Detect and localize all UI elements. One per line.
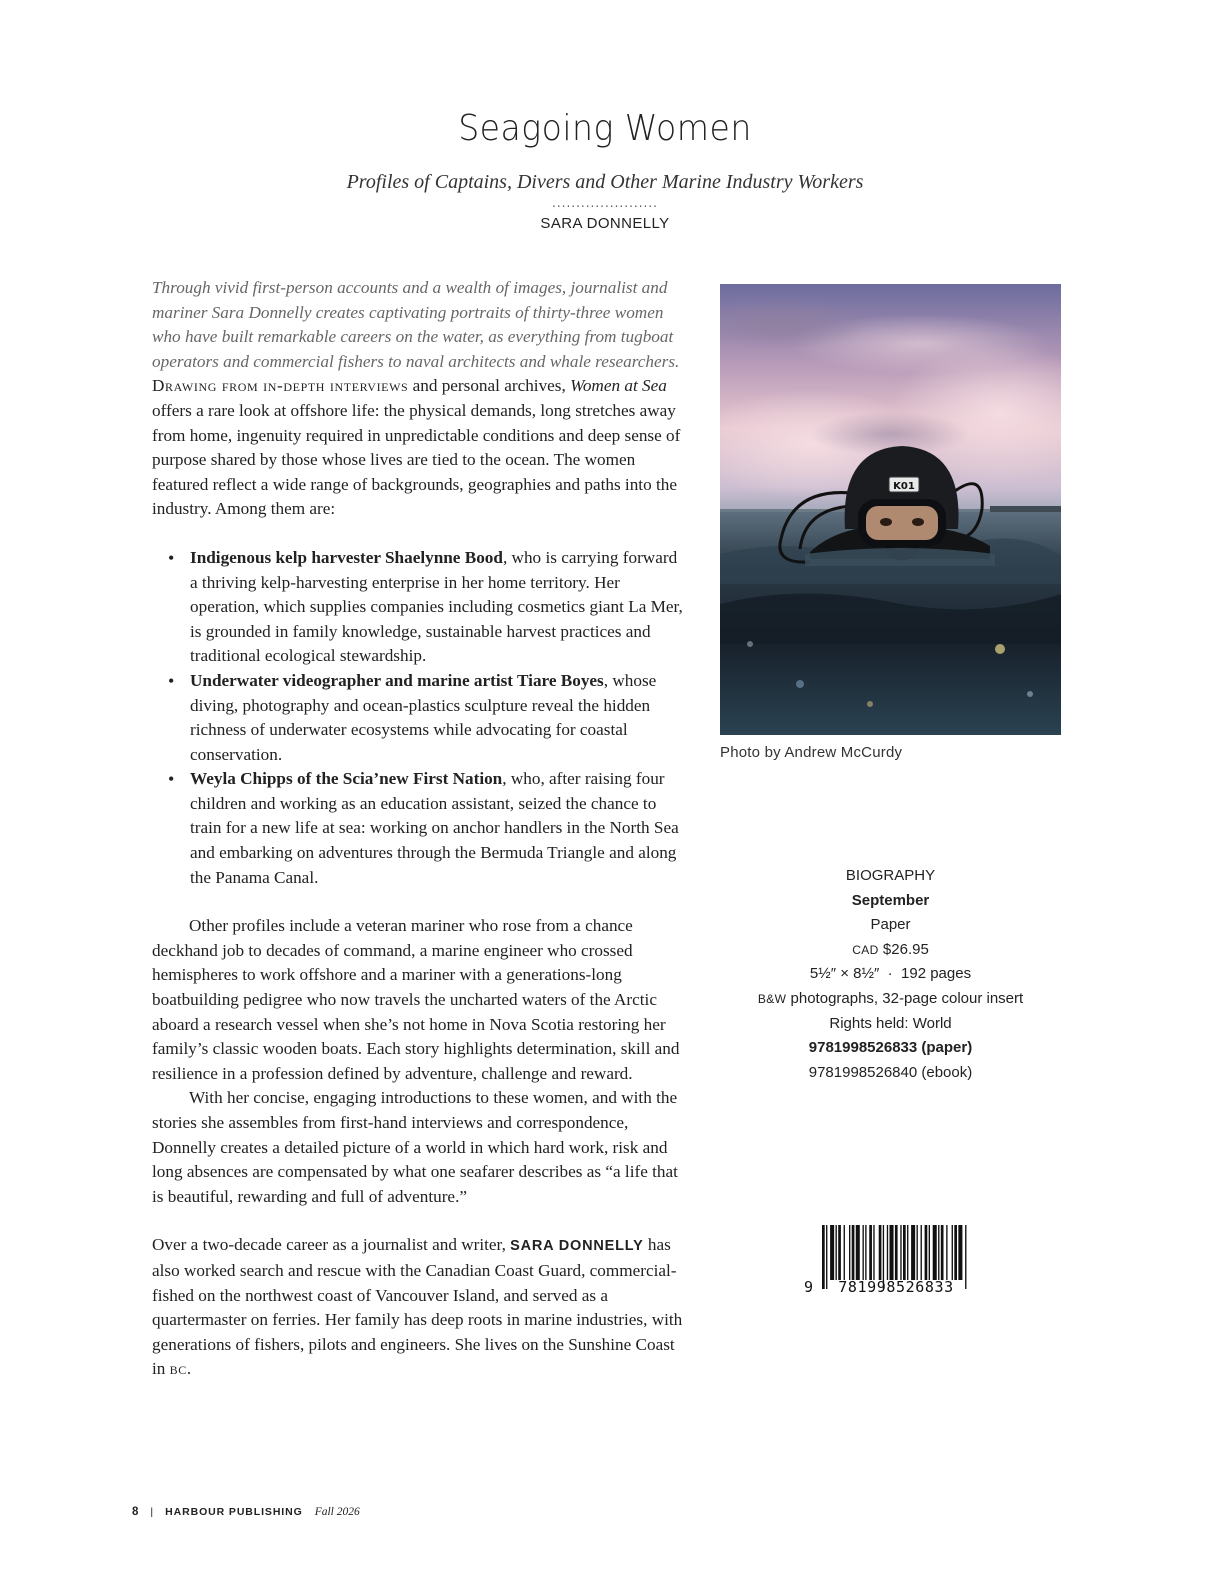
- barcode-bar: [838, 1225, 841, 1280]
- barcode-bar: [954, 1225, 957, 1280]
- barcode-bar: [830, 1225, 834, 1280]
- barcode-bar: [900, 1225, 901, 1280]
- spec-dimensions: 5½″ × 8½″ · 192 pages: [809, 965, 972, 983]
- barcode-first-digit: 9: [804, 1278, 814, 1296]
- barcode-bar: [887, 1225, 888, 1280]
- publisher-name: HARBOUR PUBLISHING: [165, 1506, 303, 1518]
- barcode-bar: [925, 1225, 928, 1280]
- barcode-bar: [863, 1225, 864, 1280]
- lead-in: Drawing from in-depth interviews: [152, 376, 409, 396]
- barcode-bar: [844, 1225, 845, 1280]
- book-title-ref: Women at Sea: [570, 376, 667, 396]
- list-item: • Underwater videographer and marine artist Tiare Boyes, whose diving, photography and ocean-plastics sculpture reveal the hidden richness of underwater ecosystems while advocating for coastal conservation.: [190, 669, 684, 767]
- spec-isbn-paper: 9781998526833 (paper): [808, 1039, 973, 1057]
- spec-rights: Rights held: World: [829, 1014, 952, 1032]
- page-number: 8: [132, 1506, 139, 1518]
- catalog-season: Fall 2026: [314, 1506, 360, 1518]
- barcode-bar: [907, 1225, 908, 1280]
- barcode-bar: [856, 1225, 860, 1280]
- profile-list: [152, 546, 684, 890]
- barcode-bar: [941, 1225, 944, 1280]
- barcode-bar: [822, 1225, 825, 1289]
- barcode-bar: [826, 1225, 827, 1289]
- list-item: • Weyla Chipps of the Scia’new First Nation, who, after raising four children and working as an education assistant, seized the chance to train for a new life at sea: working on anchor handlers in the North Sea and embarking on adventures through the Bermuda Triangle and along the Panama Canal.: [190, 767, 684, 890]
- profile-name: Weyla Chipps of the Scia’new First Nation: [190, 769, 503, 789]
- barcode-bar: [836, 1225, 837, 1280]
- spec-price: CAD $26.95: [852, 940, 929, 958]
- helmet-label: K01: [893, 481, 915, 492]
- page-footer: [132, 1506, 360, 1518]
- footer-separator: |: [150, 1506, 154, 1518]
- diver-photo: [720, 284, 1061, 735]
- diver-illustration: [720, 284, 1061, 735]
- spec-isbn-ebook: 9781998526840 (ebook): [808, 1063, 973, 1081]
- barcode-bar: [921, 1225, 922, 1280]
- barcode-digits: 781998526833: [838, 1278, 954, 1296]
- bio-author-name: SARA DONNELLY: [510, 1238, 644, 1255]
- barcode-bar: [929, 1225, 930, 1280]
- barcode-bar: [895, 1225, 898, 1280]
- spec-month: September: [851, 891, 930, 909]
- spec-category: BIOGRAPHY: [845, 867, 936, 884]
- spec-format: Paper: [870, 916, 911, 934]
- author-bio: Over a two-decade career as a journalist and writer, SARA DONNELLY has also worked search and rescue with the Canadian Coast Guard, commercial-fished on the northwest coast of Vancouver Island, and served as a quartermaster on ferries. Her family has deep roots in marine industries, with generations of fishers, pilots and engineers. She lives on the Sunshine Coast in bc.: [152, 1235, 683, 1379]
- description-column: [152, 276, 684, 1382]
- body-paragraph-1: Drawing from in-depth interviews and personal archives, Women at Sea offers a rare look at offshore life: the physical demands, long stretches away from home, ingenuity required in unpredictable conditions and deep sense of purpose shared by those whose lives are tied to the ocean. The women featured reflect a wide range of backgrounds, geographies and paths into the industry. Among them are:: [152, 376, 681, 519]
- intro-paragraph: Through vivid first-person accounts and a wealth of images, journalist and mariner Sara Donnelly creates captivating portraits of thirty-three women who have built remarkable careers on the water, as everything from tugboat operators and commercial fishers to naval architects and whale researchers.: [152, 278, 680, 371]
- dotted-divider: ......................: [552, 196, 658, 210]
- barcode-bar: [873, 1225, 874, 1280]
- photo-caption: Photo by Andrew McCurdy: [720, 744, 903, 761]
- barcode-bar: [879, 1225, 882, 1280]
- body-paragraph-3: With her concise, engaging introductions to these women, and with the stories she assembles from first-hand interviews and correspondence, Donnelly creates a detailed picture of a world in which hard work, risk and long absences are compensated by what one seafarer describes as “a life that is beautiful, rewarding and full of adventure.”: [152, 1088, 678, 1206]
- barcode-bar: [903, 1225, 906, 1280]
- profile-name: Indigenous kelp harvester Shaelynne Bood: [190, 547, 503, 567]
- barcode-bar: [869, 1225, 872, 1280]
- barcode-bar: [933, 1225, 937, 1280]
- book-subtitle: Profiles of Captains, Divers and Other Marine Industry Workers: [346, 171, 864, 193]
- author-name: SARA DONNELLY: [540, 215, 670, 232]
- list-item: • Indigenous kelp harvester Shaelynne Bood, who is carrying forward a thriving kelp-harvesting enterprise in her home territory. Her operation, which supplies companies including cosmetics giant La Mer, is grounded in family knowledge, sustainable harvest practices and traditional ecological stewardship.: [190, 546, 684, 669]
- barcode-bar: [890, 1225, 894, 1280]
- body-paragraph-2: Other profiles include a veteran mariner who rose from a chance deckhand job to decades of command, a marine engineer who crossed hemispheres to work offshore and a mariner with a generations-long boatbuilding pedigree who now travels the uncharted waters of the Arctic aboard a research vessel when she’s not home in Nova Scotia restoring her family’s classic wooden boats. Each story highlights determination, skill and resilience in a profession defined by adventure, challenge and reward.: [152, 916, 680, 1083]
- isbn-barcode: [800, 1222, 972, 1298]
- barcode-bar: [852, 1225, 855, 1280]
- barcode-bar: [958, 1225, 962, 1280]
- barcode-bar: [965, 1225, 966, 1289]
- barcode-bar: [849, 1225, 850, 1280]
- book-specs: [720, 864, 1061, 1085]
- barcode-bar: [911, 1225, 915, 1280]
- barcode-bar: [938, 1225, 939, 1280]
- profile-name: Underwater videographer and marine artist Tiare Boyes: [190, 670, 604, 690]
- barcode-bar: [865, 1225, 866, 1280]
- barcode-bar: [946, 1225, 947, 1280]
- book-header: [0, 108, 1210, 232]
- spec-illustrations: B&W photographs, 32-page colour insert: [757, 989, 1024, 1007]
- barcode-bar: [952, 1225, 953, 1280]
- barcode-bar: [917, 1225, 918, 1280]
- book-title: Seagoing Women: [458, 108, 752, 149]
